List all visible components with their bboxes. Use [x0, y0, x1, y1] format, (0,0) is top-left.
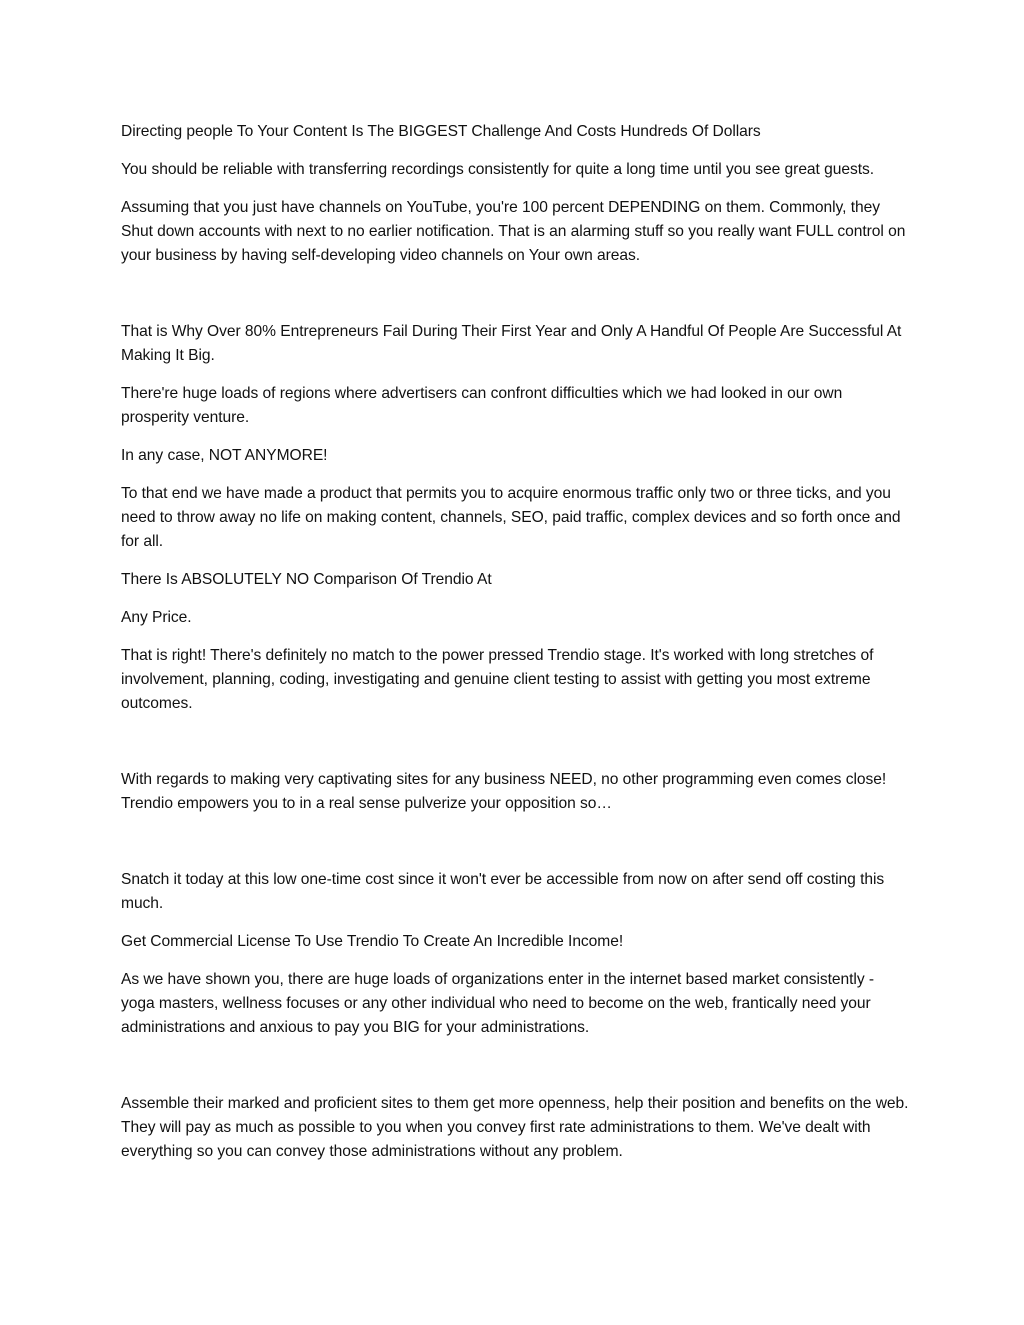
paragraph-snatch-today: Snatch it today at this low one-time cost since it won't ever be accessible from now on after send off costing this much. — [121, 871, 885, 912]
paragraph-spacer — [121, 730, 911, 768]
paragraph-entrepreneurs-fail: That is Why Over 80% Entrepreneurs Fail During Their First Year and Only A Handful Of People Are Successful At Making It Big. — [121, 323, 902, 364]
paragraph-heading-directing-people: Directing people To Your Content Is The BIGGEST Challenge And Costs Hundreds Of Dollars — [121, 123, 761, 140]
paragraph-advertiser-difficulties: There're huge loads of regions where advertisers can confront difficulties which we had looked in our own prosperity venture. — [121, 385, 843, 426]
paragraph-spacer — [121, 282, 911, 320]
paragraph-youtube-dependence: Assuming that you just have channels on YouTube, you're 100 percent DEPENDING on them. Commonly, they Shut down accounts with next to no earlier notification. That is an alarming stuff so you really want FULL control on your business by having self-developing video channels on Your own areas. — [121, 199, 906, 264]
paragraph-any-price: Any Price. — [121, 609, 192, 626]
paragraph-organizations-market: As we have shown you, there are huge loads of organizations enter in the internet based market consistently - yoga masters, wellness focuses or any other individual who need to become on the web, frantically need your administrations and anxious to pay you BIG for your administrations. — [121, 971, 875, 1036]
paragraph-not-anymore: In any case, NOT ANYMORE! — [121, 447, 328, 464]
paragraph-captivating-sites: With regards to making very captivating sites for any business NEED, no other programming even comes close! Trendio empowers you to in a real sense pulverize your opposition so… — [121, 771, 887, 812]
document-body — [121, 120, 911, 1178]
paragraph-reliable-uploading: You should be reliable with transferring recordings consistently for quite a long time until you see great guests. — [121, 161, 875, 178]
paragraph-product-traffic: To that end we have made a product that permits you to acquire enormous traffic only two or three ticks, and you need to throw away no life on making content, channels, SEO, paid traffic, complex devices and so forth once and for all. — [121, 485, 901, 550]
paragraph-assemble-sites: Assemble their marked and proficient sites to them get more openness, help their position and benefits on the web. They will pay as much as possible to you when you convey first rate administrations to them. We've dealt with everything so you can convey those administrations without any problem. — [121, 1095, 909, 1160]
paragraph-spacer — [121, 830, 911, 868]
paragraph-no-match: That is right! There's definitely no match to the power pressed Trendio stage. It's worked with long stretches of involvement, planning, coding, investigating and genuine client testing to assist with getting you most extreme outcomes. — [121, 647, 874, 712]
paragraph-spacer — [121, 1054, 911, 1092]
paragraph-no-comparison: There Is ABSOLUTELY NO Comparison Of Trendio At — [121, 571, 492, 588]
paragraph-commercial-license: Get Commercial License To Use Trendio To Create An Incredible Income! — [121, 933, 624, 950]
